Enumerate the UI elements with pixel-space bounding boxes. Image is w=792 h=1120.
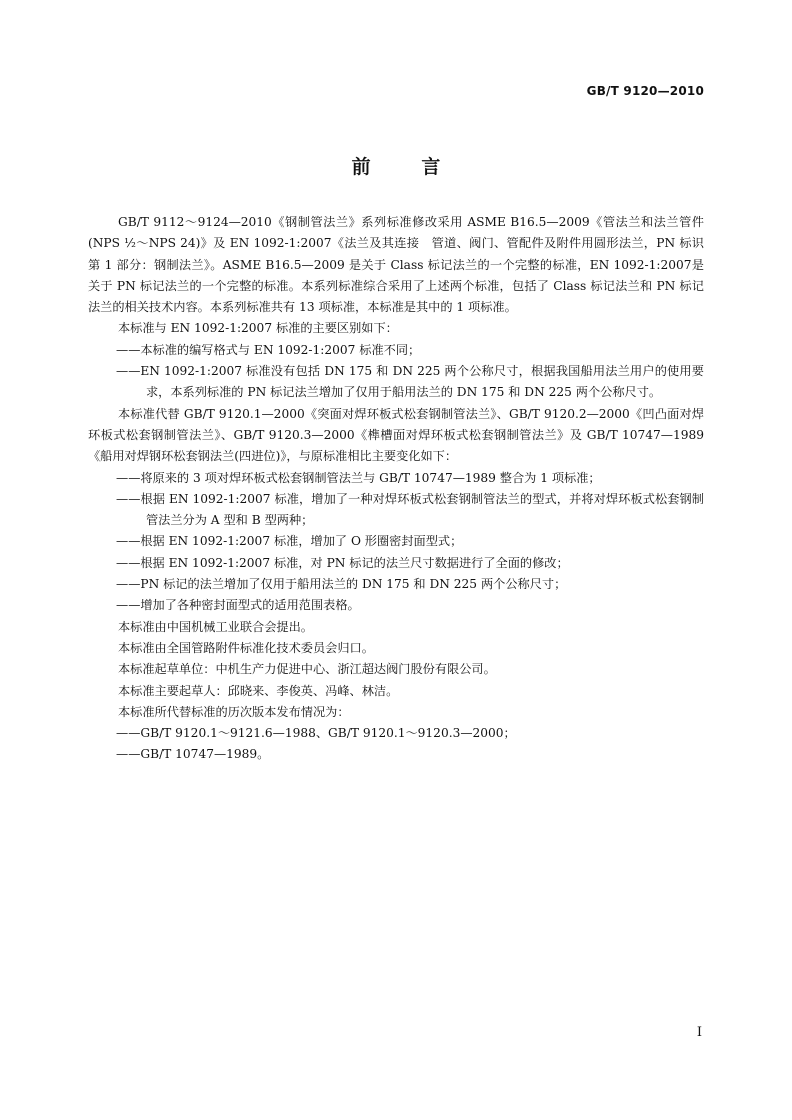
title-char-1: 前 bbox=[351, 156, 371, 178]
list-item: ——PN 标记的法兰增加了仅用于船用法兰的 DN 175 和 DN 225 两个公称尺寸； bbox=[116, 577, 567, 592]
paragraph: GB/T 9112～9124—2010《钢制管法兰》系列标准修改采用 ASME B16.5—2009《管法兰和法兰管件(NPS ½～NPS 24)》及 EN 1092-1:2007《法兰及其连接 管道、阀门、管配件及附件用圆形法兰，PN 标识 第 1 部分：钢制法兰》。ASME B16.5—2009 是关于 Class 标记法兰的一个完整的标准，EN 1092-1:2007是关于 PN 标记法兰的一个完整的标准。本系列标准综合采用了上述两个标准，包括了 Class 标记法兰和 PN 标记法兰的相关技术内容。本系列标准共有 13 项标准，本标准是其中的 1 项标准。 bbox=[88, 215, 717, 315]
page-title bbox=[0, 152, 792, 179]
paragraph: 本标准代替 GB/T 9120.1—2000《突面对焊环板式松套钢制管法兰》、GB/T 9120.2—2000《凹凸面对焊环板式松套钢制管法兰》、GB/T 9120.3—2000《榫槽面对焊环板式松套钢制管法兰》及 GB/T 10747—1989《船用对焊钢环松套钢法兰(四进位)》，与原标准相比主要变化如下： bbox=[88, 406, 704, 464]
list-item: ——根据 EN 1092-1:2007 标准，增加了 O 形圈密封面型式； bbox=[116, 534, 463, 549]
paragraph: 本标准起草单位：中机生产力促进中心、浙江超达阀门股份有限公司。 bbox=[118, 662, 496, 677]
list-item: ——本标准的编写格式与 EN 1092-1:2007 标准不同； bbox=[116, 342, 421, 357]
paragraph: 本标准由中国机械工业联合会提出。 bbox=[118, 619, 313, 634]
list-item: ——根据 EN 1092-1:2007 标准，对 PN 标记的法兰尺寸数据进行了全面的修改； bbox=[116, 555, 569, 570]
list-item: ——根据 EN 1092-1:2007 标准，增加了一种对焊环板式松套钢制管法兰的型式，并将对焊环板式松套钢制管法兰分为 A 型和 B 型两种； bbox=[116, 491, 704, 528]
page-number: I bbox=[696, 1025, 702, 1040]
list-item: ——GB/T 10747—1989。 bbox=[116, 747, 270, 762]
list-item: ——EN 1092-1:2007 标准没有包括 DN 175 和 DN 225 两个公称尺寸，根据我国船用法兰用户的使用要求，本系列标准的 PN 标记法兰增加了仅用于船用法兰的 DN 175 和 DN 225 两个公称尺寸。 bbox=[116, 364, 704, 400]
paragraph: 本标准由全国管路附件标准化技术委员会归口。 bbox=[118, 640, 374, 655]
document-body bbox=[88, 212, 717, 766]
list-item: ——GB/T 9120.1～9121.6—1988、GB/T 9120.1～9120.3—2000； bbox=[116, 726, 516, 741]
title-char-2: 言 bbox=[421, 156, 441, 178]
list-item: ——将原来的 3 项对焊环板式松套钢制管法兰与 GB/T 10747—1989 整合为 1 项标准； bbox=[116, 470, 601, 485]
paragraph: 本标准主要起草人：邱晓来、李俊英、冯峰、林洁。 bbox=[118, 683, 399, 698]
standard-code: GB/T 9120—2010 bbox=[586, 84, 704, 98]
paragraph: 本标准与 EN 1092-1:2007 标准的主要区别如下： bbox=[118, 321, 398, 336]
list-item: ——增加了各种密封面型式的适用范围表格。 bbox=[116, 598, 360, 613]
paragraph: 本标准所代替标准的历次版本发布情况为： bbox=[118, 704, 350, 719]
